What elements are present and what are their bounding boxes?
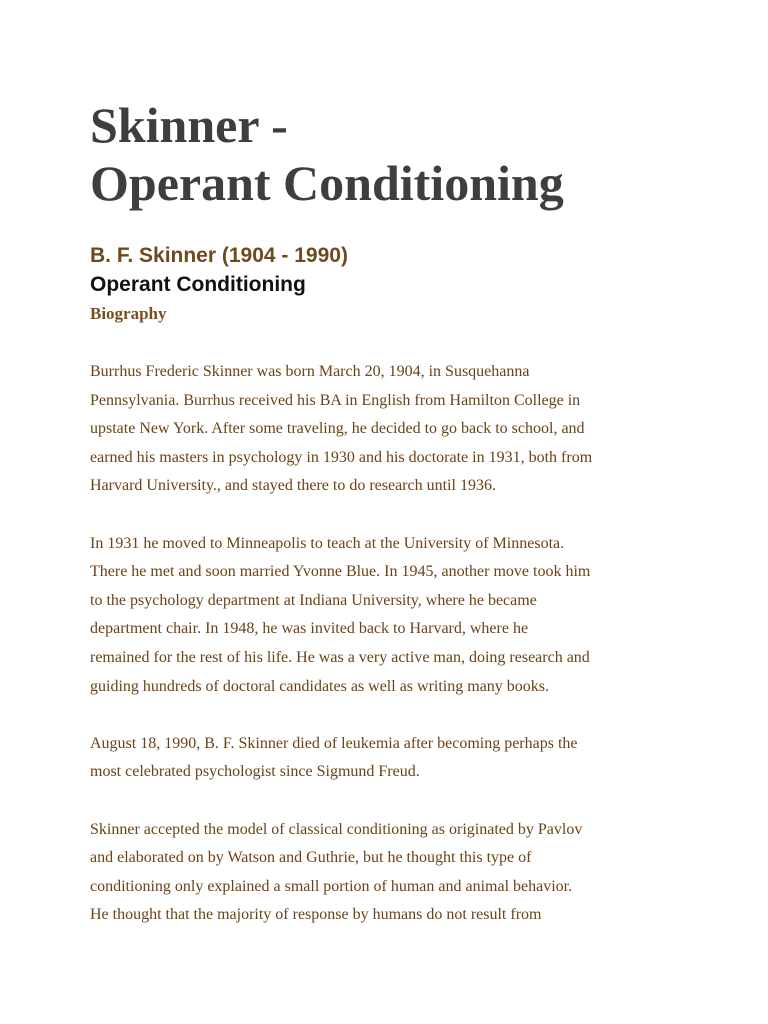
document-title [90, 96, 690, 212]
title-line-2: Operant Conditioning [90, 155, 564, 211]
paragraph-4 [90, 816, 690, 930]
document-page [90, 96, 690, 930]
paragraph-line: Skinner accepted the model of classical conditioning as originated by Pavlov [90, 820, 583, 838]
paragraph-line: most celebrated psychologist since Sigmund Freud. [90, 763, 420, 781]
paragraph-3 [90, 730, 690, 787]
paragraph-2 [90, 530, 690, 702]
paragraph-line: Pennsylvania. Burrhus received his BA in English from Hamilton College in [90, 391, 581, 409]
paragraph-line: to the psychology department at Indiana University, where he became [90, 591, 537, 609]
paragraph-line: There he met and soon married Yvonne Blue. In 1945, another move took him [90, 563, 591, 581]
paragraph-1 [90, 358, 690, 501]
paragraph-line: Burrhus Frederic Skinner was born March 20, 1904, in Susquehanna [90, 363, 530, 380]
paragraph-line: He thought that the majority of response by humans do not result from [90, 906, 542, 924]
paragraph-line: and elaborated on by Watson and Guthrie, but he thought this type of [90, 849, 532, 867]
paragraph-line: conditioning only explained a small portion of human and animal behavior. [90, 877, 573, 895]
author-dates-heading: B. F. Skinner (1904 - 1990) [90, 244, 348, 267]
paragraph-line: department chair. In 1948, he was invited back to Harvard, where he [90, 620, 529, 638]
paragraph-line: guiding hundreds of doctoral candidates as well as writing many books. [90, 677, 550, 695]
paragraph-line: In 1931 he moved to Minneapolis to teach at the University of Minnesota. [90, 534, 565, 552]
section-label-biography: Biography [90, 304, 167, 323]
paragraph-line: upstate New York. After some traveling, he decided to go back to school, and [90, 420, 585, 438]
paragraph-line: Harvard University., and stayed there to do research until 1936. [90, 477, 496, 495]
paragraph-line: August 18, 1990, B. F. Skinner died of leukemia after becoming perhaps the [90, 734, 578, 752]
paragraph-line: earned his masters in psychology in 1930 and his doctorate in 1931, both from [90, 448, 593, 466]
topic-heading: Operant Conditioning [90, 273, 306, 296]
title-line-1: Skinner - [90, 97, 288, 153]
paragraph-line: remained for the rest of his life. He was a very active man, doing research and [90, 648, 590, 666]
